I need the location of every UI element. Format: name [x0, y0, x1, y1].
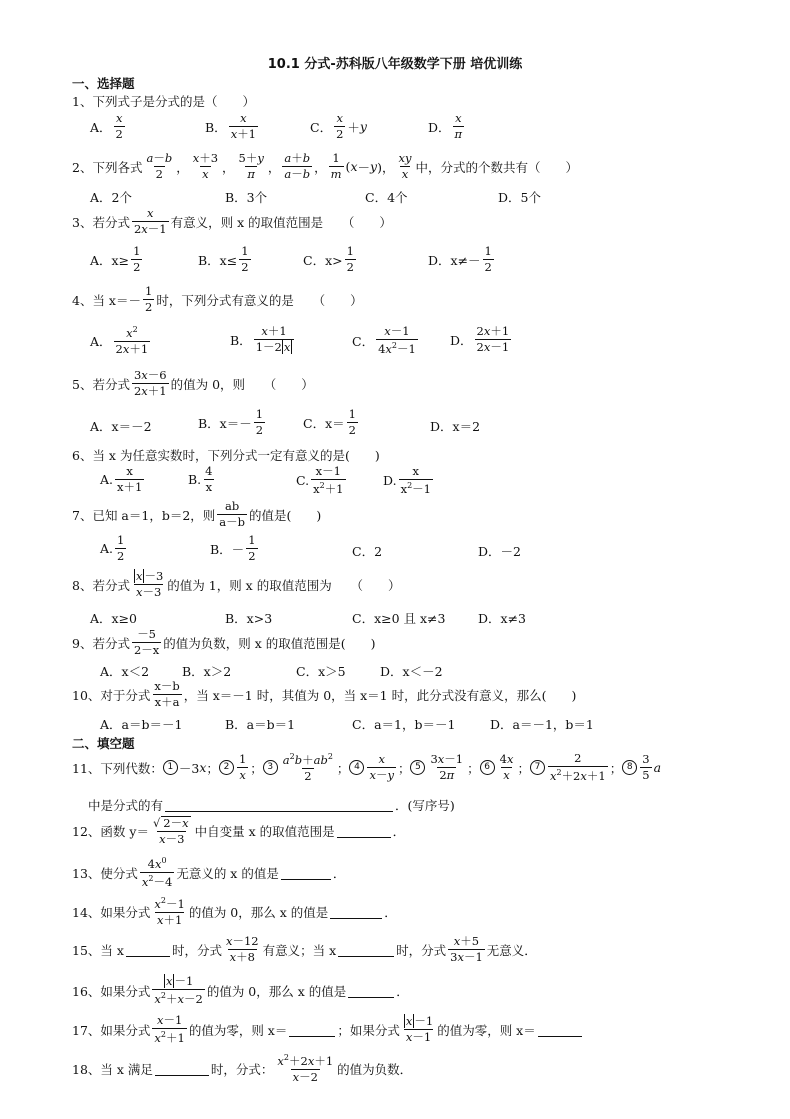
q8-option-a: A．x≥0	[90, 611, 138, 626]
q6-d-label: D.	[383, 473, 397, 489]
q5-b-label: B．x＝－	[198, 415, 252, 431]
q1-option-d: D． x π	[428, 111, 463, 142]
q17-stem: 17、如果分式	[72, 1022, 151, 1038]
q1-a-label: A．	[90, 119, 112, 135]
q12-answer-blank[interactable]	[337, 824, 391, 838]
q18-stem: 18、当 x 满足	[72, 1061, 153, 1077]
q5-stem: 5、若分式	[72, 376, 130, 392]
question-14: 14、如果分式 $x^2-1$ x＋1 的值为 0，那么 x 的值是 ．	[72, 896, 397, 928]
q4-option-d: D． 2x＋1 2x－1	[450, 324, 510, 355]
q5-option-d: D．x＝2	[430, 419, 481, 434]
q4-d-label: D．	[450, 332, 473, 348]
q3-tail: 有意义，则 x 的取值范围是 （ ）	[170, 214, 392, 230]
q14-stem: 14、如果分式	[72, 904, 151, 920]
question-10: 10、对于分式 x－b x＋a ，当 x＝－1 时，其值为 0，当 x＝1 时，此分式没有意义，那么( )	[72, 679, 577, 710]
q2-stem: 2、下列各式	[72, 159, 143, 175]
q15-mid1: 时，分式	[171, 942, 222, 958]
q6-c-label: C.	[296, 473, 310, 489]
question-12: 12、函数 y＝ √ 2－x x－3 中自变量 x 的取值范围是 ．	[72, 816, 406, 847]
question-13: 13、使分式 $4x^0$ $x^2-4$ 无意义的 x 的值是 ．	[72, 856, 346, 889]
q13-end: ．	[332, 865, 346, 881]
q4-option-b: B． x＋1 1－2 x	[230, 325, 296, 354]
q8-stem: 8、若分式	[72, 577, 130, 593]
q11-answer-blank[interactable]	[165, 798, 393, 812]
question-16: 16、如果分式 x －1 $x^2+x-2$ 的值为 0，那么 x 的值是 ．	[72, 974, 409, 1007]
q2-option-a: A．2个	[90, 190, 132, 205]
q3-option-a: A．x≥ $\frac{1}{2}$	[90, 244, 141, 275]
q15-blank-2[interactable]	[338, 943, 394, 957]
q3-option-c: C．x> 1 2	[303, 244, 354, 275]
q12-stem: 12、函数 y＝	[72, 824, 149, 840]
question-1	[72, 92, 255, 110]
q7-b-label: B．－	[210, 541, 245, 557]
q3-c-label: C．x>	[303, 252, 343, 268]
q4-c-label: C．	[352, 333, 375, 349]
q1-b-label: B．	[205, 119, 227, 135]
q12-end: ．	[392, 824, 406, 840]
q7-option-a: A. 1 2	[100, 533, 125, 564]
q16-end: ．	[396, 983, 409, 999]
q11-line2-tail: ．(写序号)	[395, 798, 455, 813]
q9-option-a: A．x＜2	[100, 664, 150, 679]
q16-tail: 的值为 0，那么 x 的值是	[206, 983, 347, 999]
q1-option-b: B． x x＋1	[205, 111, 257, 142]
q13-stem: 13、使分式	[72, 865, 138, 881]
question-18: 18、当 x 满足 时，分式： $x^2+2x+1$ x－2 的值为负数．	[72, 1053, 413, 1085]
q6-stem: 6、当 x 为任意实数时，下列分式一定有意义的是( )	[72, 448, 380, 463]
q8-tail: 的值为 1，则 x 的取值范围为 （ ）	[167, 577, 401, 593]
q13-tail: 无意义的 x 的值是	[176, 865, 279, 881]
q10-option-d: D．a＝－1，b＝1	[490, 717, 594, 732]
q17-blank-2[interactable]	[538, 1023, 582, 1037]
q4-stem: 4、当 x＝－	[72, 292, 141, 308]
q16-stem: 16、如果分式	[72, 983, 151, 999]
question-2: 2、下列各式 a－b 2 ， x＋3 x ， 5＋y π ， a＋b a－b ， 1 m ( x － y )， xy x 中，分式的个数共有（ ）	[72, 151, 578, 182]
q9-stem: 9、若分式	[72, 635, 130, 651]
q2-option-d: D．5个	[498, 190, 541, 205]
q6-b-label: B.	[188, 472, 202, 488]
q3-option-b: B．x≤ $\frac{1}{2}$	[198, 244, 249, 275]
q8-option-d: D．x≠3	[478, 611, 526, 626]
q5-option-c: C．x＝ 1 2	[303, 407, 356, 438]
q1-option-c: C． x 2 ＋ y	[310, 111, 367, 142]
q2-tail: 中，分式的个数共有（ ）	[415, 159, 578, 175]
section-fill: 二、填空题	[72, 736, 135, 751]
q11-line2	[88, 796, 455, 814]
q15-mid2: 有意义；当 x	[262, 942, 337, 958]
question-4: 4、当 x＝－ 1 2 时，下列分式有意义的是 （ ）	[72, 284, 363, 315]
q10-stem: 10、对于分式	[72, 687, 151, 703]
page-title: 10.1 分式-苏科版八年级数学下册 培优训练	[267, 57, 523, 72]
q15-blank-1[interactable]	[126, 943, 170, 957]
q4-a-label: A．	[90, 333, 112, 349]
q2-option-b: B．3个	[225, 190, 268, 205]
q7-option-d: D．－2	[478, 544, 521, 559]
question-15: 15、当 x 时，分式 x－12 x＋8 有意义；当 x 时，分式 x＋5 3x－1 无意义．	[72, 934, 537, 965]
q18-mid1: 时，分式：	[210, 1061, 274, 1077]
q12-tail: 中自变量 x 的取值范围是	[194, 824, 335, 840]
q7-tail: 的值是( )	[249, 507, 322, 523]
q4-option-c: C． x－1 $4x^2-1$	[352, 324, 416, 357]
q3-d-label: D．x≠－	[428, 252, 481, 268]
q8-option-c: C．x≥0 且 x≠3	[352, 611, 446, 626]
q3-stem: 3、若分式	[72, 214, 130, 230]
q5-c-label: C．x＝	[303, 415, 345, 431]
q17-blank-1[interactable]	[289, 1023, 335, 1037]
q11-stem: 11、下列代数：	[72, 760, 163, 776]
q16-answer-blank[interactable]	[348, 984, 394, 998]
q15-mid3: 时，分式	[396, 942, 447, 958]
q7-a-label: A.	[100, 541, 114, 557]
q1-option-a: A． x 2	[90, 111, 123, 142]
q17-mid3: 的值为零，则 x＝	[437, 1022, 536, 1038]
q8-option-b: B．x>3	[225, 611, 273, 626]
q18-blank[interactable]	[155, 1062, 209, 1076]
q4-option-a: A． $x^2$ 2x＋1	[90, 325, 149, 357]
q3-a-label: A．x≥	[90, 252, 130, 268]
question-9: 9、若分式 －5 2－x 的值为负数，则 x 的取值范围是( )	[72, 627, 376, 658]
question-5: 5、若分式 3x－6 2x＋1 的值为 0，则 （ ）	[72, 368, 314, 399]
q6-option-c: C. x－1 $x^2+1$	[296, 464, 344, 497]
q5-tail: 的值为 0，则 （ ）	[170, 376, 314, 392]
question-17: 17、如果分式 x－1 $x^2+1$ 的值为零，则 x＝ ；如果分式 x －1 x－1 的值为零，则 x＝	[72, 1014, 584, 1045]
q5-option-a: A．x＝－2	[90, 419, 152, 434]
q9-tail: 的值为负数，则 x 的取值范围是( )	[163, 635, 376, 651]
q5-option-b: B．x＝－ 1 2	[198, 407, 264, 438]
q7-stem: 7、已知 a＝1，b＝2，则	[72, 507, 216, 523]
q10-option-b: B．a＝b＝1	[225, 717, 296, 732]
q4-b-label: B．	[230, 332, 252, 348]
q1-c-label: C．	[310, 119, 333, 135]
q10-option-c: C．a＝1，b＝－1	[352, 717, 456, 732]
section-choice: 一、选择题	[72, 76, 135, 91]
q17-mid1: 的值为零，则 x＝	[188, 1022, 288, 1038]
question-3: 3、若分式 x 2x－1 有意义，则 x 的取值范围是 （ ）	[72, 206, 392, 237]
question-11: 11、下列代数： 1 －3 x ； 2 1 x ； 3 $a^2b+ab^2$ 2 ； 4 x x－y ； 5 3x－1 2π ； 6 4x x ； 7 2 $x^2+2x+1$ ； 8 3 5 a	[72, 751, 662, 784]
question-8: 8、若分式 x －3 x－3 的值为 1，则 x 的取值范围为 （ ）	[72, 569, 401, 600]
q6-option-a: A. x x＋1	[100, 464, 143, 495]
q6-option-d: D. x $x^2-1$	[383, 464, 431, 497]
q7-option-b: B．－ 1 2	[210, 533, 256, 564]
q10-tail: ，当 x＝－1 时，其值为 0，当 x＝1 时，此分式没有意义，那么( )	[183, 687, 577, 703]
q9-option-b: B．x＞2	[182, 664, 232, 679]
q15-end: 无意义．	[486, 942, 537, 958]
q1-d-label: D．	[428, 119, 451, 135]
q3-option-d: D．x≠－ 1 2	[428, 244, 492, 275]
q13-answer-blank[interactable]	[281, 866, 331, 880]
q6-option-b: B. 4 x	[188, 464, 213, 495]
q1-stem: 1、下列式子是分式的是（ ）	[72, 94, 255, 109]
q17-mid2: ；如果分式	[337, 1022, 400, 1038]
q4-tail: 时，下列分式有意义的是 （ ）	[156, 292, 363, 308]
q15-stem: 15、当 x	[72, 942, 124, 958]
q14-answer-blank[interactable]	[330, 905, 382, 919]
q3-b-label: B．x≤	[198, 252, 238, 268]
question-6	[72, 446, 380, 464]
q11-line2-text: 中是分式的有	[88, 798, 164, 813]
q14-end: ．	[384, 904, 397, 920]
q6-a-label: A.	[100, 472, 114, 488]
q9-option-c: C．x＞5	[296, 664, 346, 679]
q14-tail: 的值为 0，那么 x 的值是	[188, 904, 329, 920]
q18-tail: 的值为负数．	[337, 1061, 413, 1077]
q7-option-c: C．2	[352, 544, 383, 559]
question-7: 7、已知 a＝1，b＝2，则 ab a－b 的值是( )	[72, 499, 322, 530]
q10-option-a: A．a＝b＝－1	[100, 717, 183, 732]
q2-option-c: C．4个	[365, 190, 408, 205]
q9-option-d: D．x＜－2	[380, 664, 443, 679]
